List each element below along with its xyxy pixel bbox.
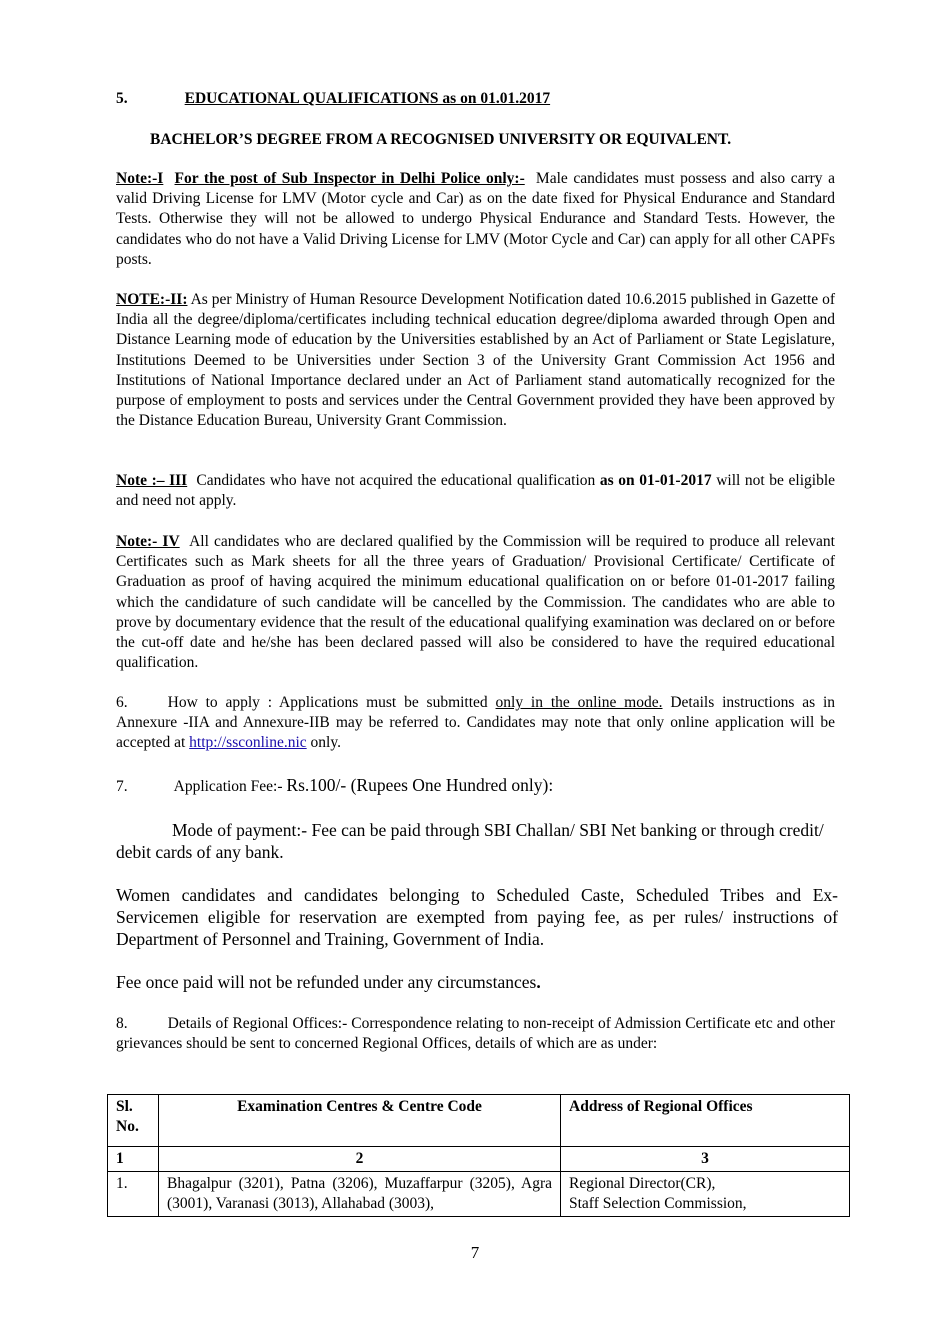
- note-3-emphasis: as on 01-01-2017: [599, 472, 712, 489]
- header-exam-centres: Examination Centres & Centre Code: [159, 1095, 561, 1147]
- address-line-1: Regional Director(CR),: [569, 1175, 716, 1192]
- section-5-number: 5.: [116, 90, 128, 107]
- note-1: [116, 169, 835, 270]
- section-8: [116, 1014, 835, 1054]
- note-3-text-before: Candidates who have not acquired the educational qualification: [196, 472, 596, 489]
- section-6-text-middle: Details instructions as in Annexure -IIA and Annexure-IIB may be referred to. Candidates may note that only online application will be accepted at: [116, 694, 836, 752]
- note-2: [116, 290, 835, 431]
- note-2-label: NOTE:-II:: [116, 291, 188, 308]
- refund-text: Fee once paid will not be refunded under any circumstances: [116, 972, 537, 992]
- table-header-row: [108, 1095, 850, 1147]
- page-number: 7: [470, 1243, 480, 1262]
- section-7-payment: [116, 819, 841, 863]
- note-1-text: Male candidates must possess and also carry a valid Driving License for LMV (Motor cycle and Car) as on the date fixed for Physical Endurance and Standard Tests. Otherwise they will not be allowed to undergo Physical Endurance and Standard Tests. However, the candidates who do not have a Valid Driving License for LMV (Motor Cycle and Car) can apply for all other CAPFs posts.: [116, 170, 835, 268]
- header-sl-no: Sl. No.: [108, 1095, 159, 1147]
- section-6-text-before: How to apply : Applications must be submitted: [167, 694, 488, 711]
- note-1-heading: For the post of Sub Inspector in Delhi Police only:-: [174, 170, 525, 187]
- row-sl: 1.: [108, 1172, 159, 1217]
- column-number-1: 1: [108, 1147, 159, 1172]
- header-address: Address of Regional Offices: [561, 1095, 850, 1147]
- note-4-text: All candidates who are declared qualified by the Commission will be required to produce all relevant Certificates such as Mark sheets for all the three years of Graduation/ Provisional Certificate/ Certificate of Graduation as proof of having acquired the minimum educational qualification on or before 01-01-2017 failing which the candidature of such candidate will be cancelled by the Commission. The candidates who are able to prove by documentary evidence that the result of the educational qualifying examination was declared on or before the cut-off date and he/she has been declared passed will also be considered to have the required educational qualification.: [116, 533, 835, 672]
- row-address: [561, 1172, 850, 1217]
- section-5-title: EDUCATIONAL QUALIFICATIONS as on 01.01.2017: [184, 90, 551, 107]
- column-number-3: 3: [561, 1147, 850, 1172]
- section-7-exemption: Women candidates and candidates belonging to Scheduled Caste, Scheduled Tribes and Ex-Servicemen eligible for reservation are exempted from paying fee, as per rules/ instructions of Department of Personnel and Training, Government of India.: [116, 885, 838, 949]
- payment-mode-text: Mode of payment:- Fee can be paid through SBI Challan/ SBI Net banking or through credit/ debit cards of any bank.: [116, 820, 824, 862]
- note-4: [116, 532, 835, 673]
- section-7-refund: [116, 971, 835, 993]
- refund-period: .: [536, 972, 541, 992]
- section-7-number: 7.: [116, 778, 128, 795]
- note-4-label: Note:- IV: [116, 533, 180, 550]
- note-3-label: Note :– III: [116, 472, 188, 489]
- note-2-text: As per Ministry of Human Resource Development Notification dated 10.6.2015 published in Gazette of India all the degree/diploma/certificates including technical education degree/diploma awarded through Open and Distance Learning mode of education by the Universities established by an Act of Parliament or State Legislature, Institutions Deemed to be Universities under Section 3 of the University Grant Commission Act 1956 and Institutions of National Importance declared under an Act of Parliament stand automatically recognized for the purpose of employment to posts and services under the Central Government provided they have been approved by the Distance Education Bureau, University Grant Commission.: [116, 291, 835, 430]
- section-7-fee-text: Rs.100/- (Rupees One Hundred only):: [286, 775, 554, 795]
- table-row: [108, 1172, 850, 1217]
- section-6-number: 6.: [116, 694, 128, 711]
- table-number-row: [108, 1147, 850, 1172]
- note-3: [116, 471, 835, 511]
- section-8-number: 8.: [116, 1015, 128, 1032]
- regional-offices-table: [107, 1094, 850, 1217]
- ssconline-link[interactable]: http://ssconline.nic: [189, 734, 307, 752]
- row-centres: Bhagalpur (3201), Patna (3206), Muzaffarpur (3205), Agra (3001), Varanasi (3013), Allahabad (3003),: [159, 1172, 561, 1217]
- section-6: [116, 693, 835, 754]
- column-number-2: 2: [159, 1147, 561, 1172]
- section-7-fee: [116, 774, 835, 797]
- note-1-label: Note:-I: [116, 170, 164, 187]
- section-8-text: Details of Regional Offices:- Correspondence relating to non-receipt of Admission Certificate etc and other grievances should be sent to concerned Regional Offices, details of which are as under:: [116, 1015, 835, 1053]
- section-7-fee-label: Application Fee:-: [173, 778, 283, 795]
- section-5-heading: [116, 89, 835, 109]
- address-line-2: Staff Selection Commission,: [569, 1195, 747, 1212]
- note-3-text-after: will not be eligible and need not apply.: [116, 472, 836, 510]
- section-6-text-after: only.: [310, 734, 341, 752]
- section-5-subtitle: BACHELOR’S DEGREE FROM A RECOGNISED UNIVERSITY OR EQUIVALENT.: [150, 131, 732, 148]
- section-6-online-mode: only in the online mode.: [495, 694, 663, 711]
